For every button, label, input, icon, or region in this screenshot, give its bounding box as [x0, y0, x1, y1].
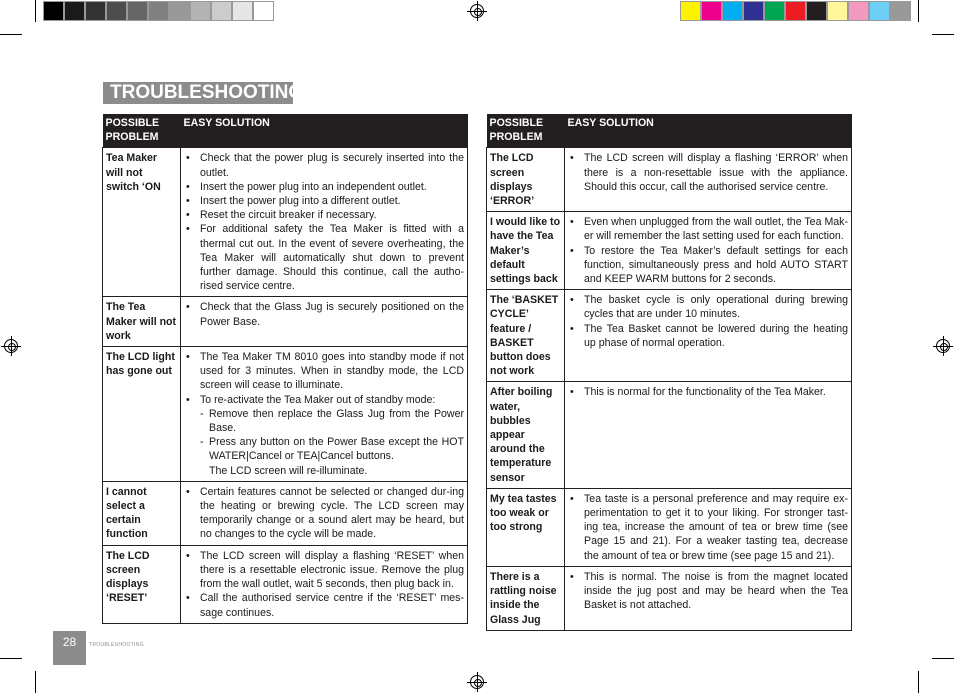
table-row — [103, 347, 468, 482]
color-swatch — [680, 1, 701, 21]
solution-item: • Insert the power plug into an independent outlet. — [184, 180, 464, 194]
solution-item: • This is normal for the functionality of the Tea Maker. — [568, 385, 848, 399]
solution-cell — [565, 382, 852, 488]
solution-item: • The Tea Maker TM 8010 goes into standby mode if not used for 3 minutes. When in standby mode, the LCD screen will cease to illuminate. — [184, 350, 464, 393]
problem-cell: The LCD light has gone out — [103, 347, 181, 482]
registration-mark-icon — [470, 675, 484, 689]
solution-item: • The Tea Basket cannot be lowered during the heating up phase of normal operation. — [568, 322, 848, 350]
color-swatch — [743, 1, 764, 21]
gray-swatch — [43, 1, 64, 21]
gray-swatch — [169, 1, 190, 21]
solution-note: The LCD screen will re-illuminate. — [209, 464, 368, 477]
table-row — [103, 545, 468, 623]
table-row — [103, 297, 468, 347]
column-header-solution: EASY SOLUTION — [181, 114, 468, 148]
solution-item: • To restore the Tea Maker’s default settings for each function, simultaneously press and hold AUTO START and KEEP WARM buttons for 2 seconds. — [568, 244, 848, 287]
solution-cell — [565, 212, 852, 290]
solution-item: • Check that the Glass Jug is securely positioned on the Power Base. — [184, 300, 464, 328]
solution-item: • The basket cycle is only operational during brewing cycles that are under 10 minutes. — [568, 293, 848, 321]
color-swatch — [806, 1, 827, 21]
table-header-row — [103, 114, 468, 148]
table-row — [487, 148, 852, 212]
crop-mark — [0, 34, 22, 35]
problem-cell: I cannot select a certain function — [103, 481, 181, 545]
footer-section-label: TROUBLESHOOTING — [89, 642, 144, 648]
table-row — [103, 148, 468, 297]
column-header-problem: POSSIBLE PROBLEM — [103, 114, 181, 148]
problem-cell: My tea tastes too weak or too strong — [487, 488, 565, 566]
solution-item: • Tea taste is a personal preference and may require ex-perimentation to get it to your liking. For stronger tast-ing tea, increase the amount of tea or brew time (see Page 15 and 21). For a weaker tasting tea, decrease the amount of tea or brew time (see page 15 and 21). — [568, 492, 848, 563]
color-swatch — [722, 1, 743, 21]
problem-cell: I would like to have the Tea Maker’s default settings back — [487, 212, 565, 290]
crop-mark — [932, 658, 954, 659]
solution-item: • This is normal. The noise is from the magnet located inside the jug post and may be heard when the Tea Basket is not attached. — [568, 570, 848, 613]
solution-item: • To re-activate the Tea Maker out of standby mode: — [184, 393, 464, 407]
solution-cell — [181, 297, 468, 347]
solution-item: • Certain features cannot be selected or changed dur-ing the heating or brewing cycle. The LCD screen may temporarily change or a sound alert may be heard, but no changes to the cycle will be made. — [184, 485, 464, 542]
crop-mark — [35, 671, 36, 693]
problem-cell: The ‘BASKET CYCLE’ feature / BASKET button does not work — [487, 290, 565, 382]
gray-swatch — [148, 1, 169, 21]
color-swatch — [764, 1, 785, 21]
troubleshooting-table-right — [486, 114, 852, 631]
column-header-solution: EASY SOLUTION — [565, 114, 852, 148]
solution-cell — [181, 148, 468, 297]
solution-item: • Insert the power plug into a different outlet. — [184, 194, 464, 208]
problem-cell: The Tea Maker will not work — [103, 297, 181, 347]
table-row — [487, 566, 852, 630]
registration-mark-icon — [470, 4, 484, 18]
solution-subitem: - Remove then replace the Glass Jug from the Power Base. — [200, 407, 464, 435]
crop-mark — [35, 0, 36, 22]
problem-cell: After boiling water, bubbles appear around the temperature sensor — [487, 382, 565, 488]
troubleshooting-table-left — [102, 114, 468, 624]
problem-cell: The LCD screen displays ‘RESET’ — [103, 545, 181, 623]
gray-swatch — [85, 1, 106, 21]
gray-swatch — [211, 1, 232, 21]
solution-item: • The LCD screen will display a flashing ‘ERROR’ when there is a non-resettable issue with the appliance. Should this occur, call the authorised service centre. — [568, 151, 848, 194]
crop-mark — [918, 671, 919, 693]
registration-mark-icon — [4, 339, 18, 353]
crop-mark — [932, 34, 954, 35]
table-row — [487, 212, 852, 290]
color-swatch — [848, 1, 869, 21]
table-row — [487, 382, 852, 488]
solution-subitem: - Press any button on the Power Base except the HOT WATER|Cancel or TEA|Cancel buttons. — [200, 435, 464, 463]
solution-cell — [181, 347, 468, 482]
problem-cell: There is a rattling noise inside the Glass Jug — [487, 566, 565, 630]
crop-mark — [918, 0, 919, 22]
solution-cell — [181, 545, 468, 623]
table-row — [103, 481, 468, 545]
color-swatch — [785, 1, 806, 21]
problem-cell: Tea Maker will not switch ‘ON — [103, 148, 181, 297]
gray-swatch — [127, 1, 148, 21]
color-swatch — [827, 1, 848, 21]
solution-item: • Check that the power plug is securely inserted into the outlet. — [184, 151, 464, 179]
solution-item: • For additional safety the Tea Maker is fitted with a thermal cut out. In the event of severe overheating, the Tea Maker will automatically shut down to prevent further damage. Should this continue, call the autho-rised service centre. — [184, 222, 464, 293]
gray-swatch — [64, 1, 85, 21]
solution-cell — [565, 566, 852, 630]
page-title: TROUBLESHOOTING — [103, 82, 293, 104]
table-header-row — [487, 114, 852, 148]
solution-cell — [565, 488, 852, 566]
problem-cell: The LCD screen displays ‘ERROR’ — [487, 148, 565, 212]
solution-item: • The LCD screen will display a flashing ‘RESET’ when there is a resettable electronic issue. Remove the plug from the wall outlet, wait 5 seconds, then plug back in. — [184, 549, 464, 592]
color-swatch — [890, 1, 911, 21]
gray-swatch — [190, 1, 211, 21]
registration-mark-icon — [936, 339, 950, 353]
color-swatch — [869, 1, 890, 21]
color-swatch — [701, 1, 722, 21]
gray-swatch — [253, 1, 274, 21]
solution-cell — [565, 148, 852, 212]
gray-swatch — [106, 1, 127, 21]
crop-mark — [0, 658, 22, 659]
solution-cell — [181, 481, 468, 545]
table-row — [487, 488, 852, 566]
page-number: 28 — [53, 631, 86, 665]
solution-item: • Call the authorised service centre if the ‘RESET’ mes-sage continues. — [184, 591, 464, 619]
column-header-problem: POSSIBLE PROBLEM — [487, 114, 565, 148]
gray-swatch — [232, 1, 253, 21]
solution-item: • Even when unplugged from the wall outlet, the Tea Mak-er will remember the last setting used for each function. — [568, 215, 848, 243]
table-row — [487, 290, 852, 382]
solution-item: • Reset the circuit breaker if necessary. — [184, 208, 464, 222]
solution-cell — [565, 290, 852, 382]
